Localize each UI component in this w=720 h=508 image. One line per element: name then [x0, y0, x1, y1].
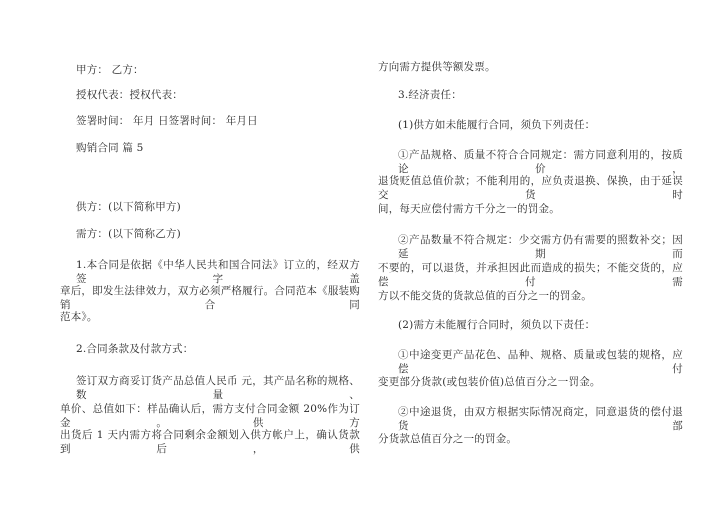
clause2-line-1: 签订双方商妥订货产品总值人民币 元，其产品名称的规格、数量、 — [76, 375, 360, 401]
continuation-line: 方向需方提供等额发票。 — [378, 61, 496, 73]
buyer-item1-line-2: 变更部分货款(或包装价值)总值百分之一罚金。 — [378, 376, 601, 388]
supplier-item2-line-2: 不要的，可以退货，并承担因此而造成的损失；不能交货的，应偿付需 — [378, 262, 683, 288]
clause2-heading: 2.合同条款及付款方式： — [76, 343, 194, 355]
buyer-responsibility-heading: (2)需方未能履行合同时，须负以下责任： — [398, 319, 596, 331]
clause1-line-1: 1.本合同是依据《中华人民共和国合同法》订立的，经双方签字盖 — [76, 259, 360, 285]
clause2-line-3: 出货后 1 天内需方将合同剩余金额划入供方帐户上，确认货款到后，供 — [60, 429, 360, 455]
supplier-item1-line-2: 退货贬值总值价款；不能利用的，应负责退换、保换，由于延误交货时 — [378, 175, 683, 201]
supplier-item1-line-3: 间，每天应偿付需方千分之一的罚金。 — [378, 203, 560, 215]
clause1-line-3: 范本》。 — [60, 311, 98, 323]
supplier-item2-line-1: ②产品数量不符合规定：少交需方仍有需要的照数补交；因延期而 — [398, 234, 683, 260]
buyer-item2-line-1: ②中途退货，由双方根据实际情况商定，同意退货的偿付退货部 — [398, 406, 683, 432]
authorized-rep-line: 授权代表：授权代表： — [76, 89, 183, 101]
supplier-responsibility-heading: (1)供方如未能履行合同，须负下列责任： — [398, 119, 596, 131]
supplier-item1-line-1: ①产品规格、质量不符合合同规定：需方同意利用的，按质论价， — [398, 149, 683, 175]
clause2-line-2: 单价、总值如下：样品确认后，需方支付合同金额 20%作为订金。供方 — [60, 403, 360, 429]
sign-time-line: 签署时间： 年月 日签署时间： 年月日 — [76, 115, 258, 127]
buyer-item2-line-2: 分货款总值百分之一的罚金。 — [378, 433, 518, 445]
clause3-heading: 3.经济责任： — [398, 89, 462, 101]
supplier-item2-line-3: 方以不能交货的货款总值的百分之一的罚金。 — [378, 290, 592, 302]
supplier-line: 供方：(以下简称甲方) — [76, 201, 181, 213]
buyer-line: 需方：(以下简称乙方) — [76, 228, 181, 240]
contract-title: 购销合同 篇 5 — [76, 142, 144, 154]
clause1-line-2: 章后，即发生法律效力，双方必须严格履行。合同范本《服装购销合同 — [60, 285, 360, 311]
buyer-item1-line-1: ①中途变更产品花色、品种、规格、质量或包装的规格，应偿付 — [398, 349, 683, 375]
party-ab-line: 甲方： 乙方： — [76, 64, 144, 76]
